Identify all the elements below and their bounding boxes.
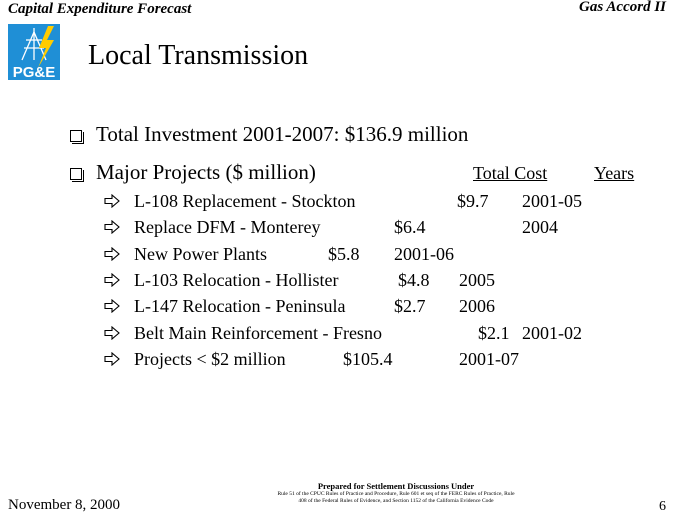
project-cost: $2.1 xyxy=(478,323,510,343)
arrow-bullet-icon xyxy=(104,247,120,261)
project-name: Projects < $2 million xyxy=(134,349,286,369)
checkbox-bullet-icon xyxy=(70,130,82,142)
arrow-bullet-icon xyxy=(104,299,120,313)
footer-date: November 8, 2000 xyxy=(8,497,121,513)
project-years: 2001-02 xyxy=(522,323,582,343)
logo-text: PG&E xyxy=(12,64,56,80)
project-name: New Power Plants xyxy=(134,244,267,264)
footer-disclaimer xyxy=(276,481,516,505)
arrow-bullet-icon xyxy=(104,194,120,208)
checkbox-bullet-icon xyxy=(70,168,82,180)
project-years: 2005 xyxy=(459,270,495,290)
project-cost: $2.7 xyxy=(394,296,426,316)
pge-logo xyxy=(8,24,60,80)
footer-prepared-text: Prepared for Settlement Discussions Under xyxy=(317,481,475,491)
page-number: 6 xyxy=(659,499,666,514)
project-name: L-108 Replacement - Stockton xyxy=(134,191,356,211)
project-years: 2006 xyxy=(459,296,495,316)
footer-rule-text: Rule 51 of the CPUC Rules of Practice and Procedure, Rule 601 et seq of the FERC Rules of Practice, Rule 408 of the Federal Rules of Evidence, and Section 1152 of the California Evidence Code xyxy=(277,491,515,504)
bullet-text: Total Investment 2001-2007: $136.9 million xyxy=(96,122,469,146)
project-name: L-103 Relocation - Hollister xyxy=(134,270,339,290)
project-cost: $6.4 xyxy=(394,217,426,237)
column-header-total-cost: Total Cost xyxy=(473,163,548,183)
project-years: 2001-07 xyxy=(459,349,519,369)
project-cost: $105.4 xyxy=(343,349,393,369)
project-cost: $4.8 xyxy=(398,270,430,290)
project-cost: $9.7 xyxy=(457,191,489,211)
arrow-bullet-icon xyxy=(104,220,120,234)
arrow-bullet-icon xyxy=(104,352,120,366)
project-name: Replace DFM - Monterey xyxy=(134,217,321,237)
project-years: 2001-06 xyxy=(394,244,454,264)
project-cost: $5.8 xyxy=(328,244,360,264)
header-right-title: Gas Accord II xyxy=(579,0,666,15)
project-years: 2004 xyxy=(522,217,558,237)
header-left-title: Capital Expenditure Forecast xyxy=(8,1,192,17)
arrow-bullet-icon xyxy=(104,273,120,287)
bullet-text: Major Projects ($ million) xyxy=(96,160,316,184)
project-name: L-147 Relocation - Peninsula xyxy=(134,296,346,316)
column-header-years: Years xyxy=(594,163,635,183)
project-years: 2001-05 xyxy=(522,191,582,211)
arrow-bullet-icon xyxy=(104,326,120,340)
page-title: Local Transmission xyxy=(88,40,309,71)
project-name: Belt Main Reinforcement - Fresno xyxy=(134,323,382,343)
